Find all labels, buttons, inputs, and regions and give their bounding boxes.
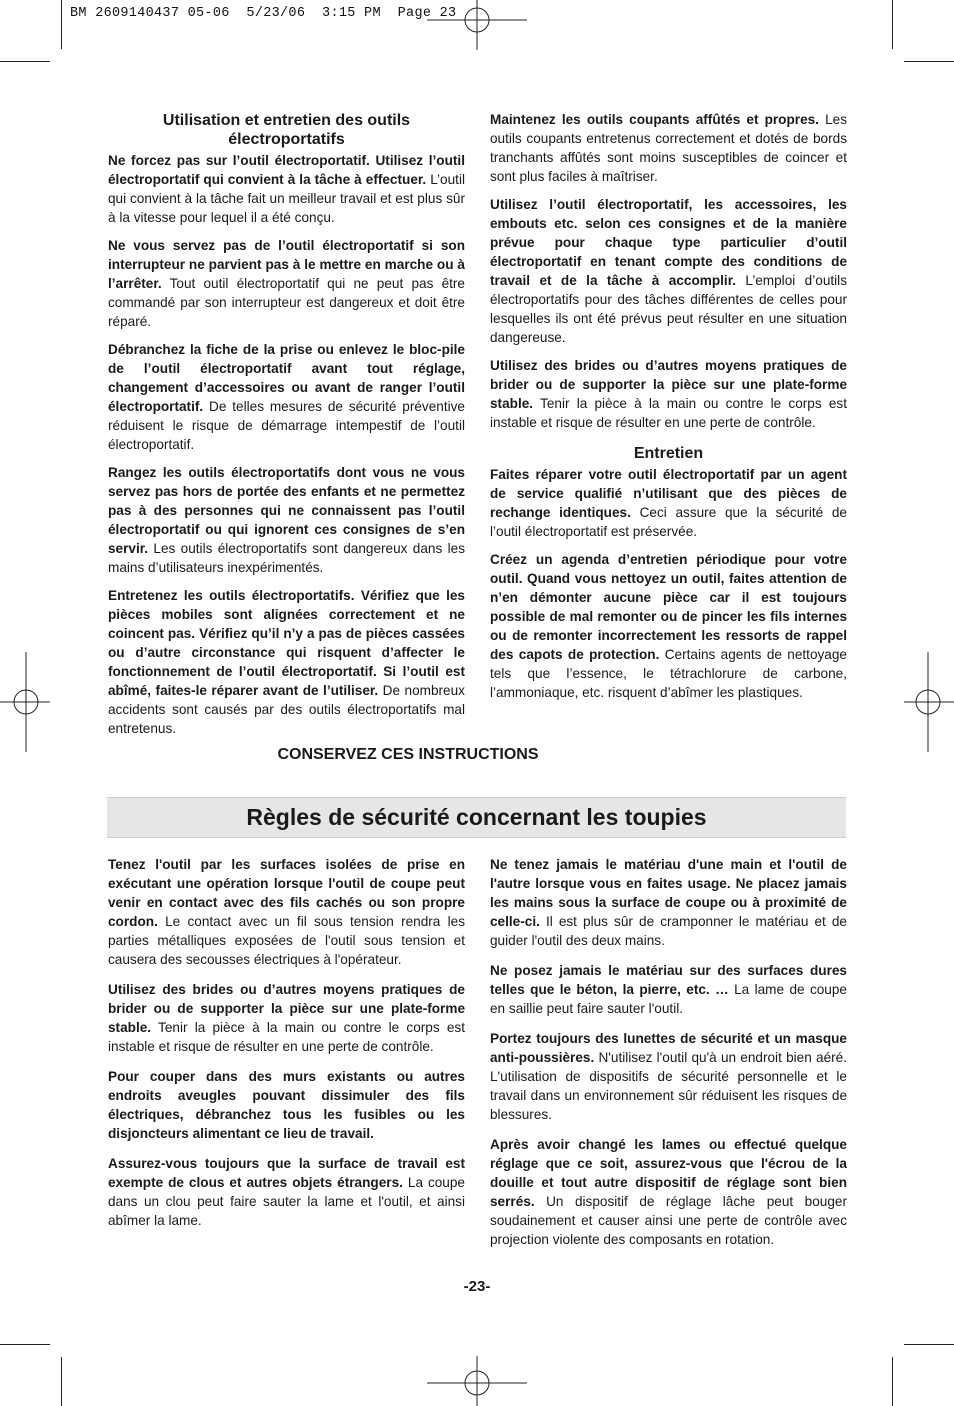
section1-heading: Utilisation et entretien des outils électroportatifs [162,112,411,148]
paragraph: Utilisez des brides ou d’autres moyens pratiques de brider ou de supporter la pièce sur une plate-forme stable. Tenir la pièce à la main ou contre le corps est instable et risque de résulter en une perte de contrôle. [490,358,847,430]
paragraph: Assurez-vous toujours que la surface de travail est exempte de clous et autres objets étrangers. La coupe dans un clou peut faire sauter la lame et l'outil, et ainsi abîmer la lame. [108,1156,465,1228]
paragraph: Utilisez des brides ou d’autres moyens pratiques de brider ou de supporter la pièce sur une plate-forme stable. Tenir la pièce à la main ou contre le corps est instable et risque de résulter en une perte de contrôle. [108,982,465,1054]
paragraph: Pour couper dans des murs existants ou autres endroits aveugles pouvant dissimuler des fils électriques, débranchez tous les fusibles ou les disjoncteurs alimentant ce lieu de travail. [108,1069,465,1141]
paragraph: Rangez les outils électroportatifs dont vous ne vous servez pas hors de portée des enfants et ne permettez pas à des personnes qui ne connaissent pas l’outil électroportatif ou qui ignorent ces consignes de s’en servir. Les outils électroportatifs sont dangereux dans les mains d’utilisateurs inexpérimentés. [108,465,465,575]
paragraph: Après avoir changé les lames ou effectué quelque réglage que ce soit, assurez-vous que l'écrou de la douille et tout autre dispositif de réglage sont bien serrés. Un dispositif de réglage lâche peut bouger soudainement et causer ainsi une perte de contrôle avec projection violente des composants en rotation. [490,1137,847,1247]
section1-right-column [490,110,847,711]
paragraph: Ne posez jamais le matériau sur des surfaces dures telles que le béton, la pierre, etc. … La lame de coupe en saillie peut faire sauter l'outil. [490,963,847,1016]
paragraph: Entretenez les outils électroportatifs. Vérifiez que les pièces mobiles sont alignées correctement et ne coincent pas. Vérifiez qu’il n’y a pas de pièces cassées ou d’autre circonstance qui risquent d’affecter le fonctionnement de l’outil électroportatif. Si l’outil est abîmé, faites-le réparer avant de l’utiliser. De nombreux accidents sont causés par des outils électroportatifs mal entretenus. [108,588,465,736]
paragraph: Maintenez les outils coupants affûtés et propres. Les outils coupants entretenus correctement et dotés de bords tranchants affûtés sont moins susceptibles de coincer et sont plus faciles à maîtriser. [490,112,847,184]
section2-title: Règles de sécurité concernant les toupies [246,804,707,830]
section2-right-column [490,855,847,1258]
registration-mark-right [904,652,954,752]
paragraph: Tenez l'outil par les surfaces isolées de prise en exécutant une opération lorsque l'outil de coupe peut venir en contact avec des fils cachés ou son propre cordon. Le contact avec un fil sous tension rendra les parties métalliques exposées de l'outil sous tension et causera des secousses électriques à l'opérateur. [108,857,465,967]
paragraph: Créez un agenda d’entretien périodique pour votre outil. Quand vous nettoyez un outil, faites attention de n’en démonter aucune pièce car il est toujours possible de mal remonter ou de pincer les fils internes ou de remonter incorrectement les ressorts de rappel des capots de protection. Certains agents de nettoyage tels que l’essence, le tétrachlorure de carbone, l’ammoniaque, etc. risquent d’abîmer les plastiques. [490,552,847,700]
paragraph: Faites réparer votre outil électroportatif par un agent de service qualifié n’utilisant que des pièces de rechange identiques. Ceci assure que la sécurité de l’outil électroportatif est préservée. [490,467,847,539]
registration-mark-top [427,0,527,50]
section2-title-band [107,797,846,838]
paragraph: Débranchez la fiche de la prise ou enlevez le bloc-pile de l’outil électroportatif avant tout réglage, changement d’accessoires ou avant de ranger l’outil électroportatif. De telles mesures de sécurité préventive réduisent le risque de démarrage intempestif de l’outil électroportatif. [108,342,465,452]
paragraph: Ne forcez pas sur l’outil électroportatif. Utilisez l’outil électroportatif qui convient à la tâche à effectuer. L’outil qui convient à la tâche fait un meilleur travail et est plus sûr à la vitesse pour lequel il a été conçu. [108,153,465,225]
paragraph: Ne tenez jamais le matériau d'une main et l'outil de l'autre lorsque vous en faites usage. Ne placez jamais les mains sous la surface de coupe ou à proximité de celle-ci. Il est plus sûr de cramponner le matériau et de guider l'outil des deux mains. [490,857,847,948]
paragraph: Portez toujours des lunettes de sécurité et un masque anti-poussières. N'utilisez l'outil qu'à un endroit bien aéré. L'utilisation de dispositifs de sécurité personnelle et le travail dans un environnement sûr réduisent les risques de blessures. [490,1031,847,1122]
section1-left-column [108,111,465,747]
paragraph: Utilisez l’outil électroportatif, les accessoires, les embouts etc. selon ces consignes et de la manière prévue pour chaque type particulier d’outil électroportatif en tenant compte des conditions de travail et de la tâche à accomplir. L’emploi d’outils électroportatifs pour des tâches différentes de celles pour lesquelles ils ont été prévus peut résulter en une situation dangereuse. [490,197,847,345]
entretien-heading: Entretien [633,445,704,462]
registration-mark-bottom [427,1356,527,1406]
print-slug: BM 2609140437 05-06 5/23/06 3:15 PM Page 23 [70,6,457,21]
save-instructions-heading: CONSERVEZ CES INSTRUCTIONS [277,746,539,763]
registration-mark-left [0,652,50,752]
page-number: -23- [463,1278,491,1295]
section2-left-column [108,855,465,1239]
paragraph: Ne vous servez pas de l’outil électroportatif si son interrupteur ne parvient pas à le mettre en marche ou à l’arrêter. Tout outil électroportatif qui ne peut pas être commandé par son interrupteur est dangereux et doit être réparé. [108,238,465,329]
